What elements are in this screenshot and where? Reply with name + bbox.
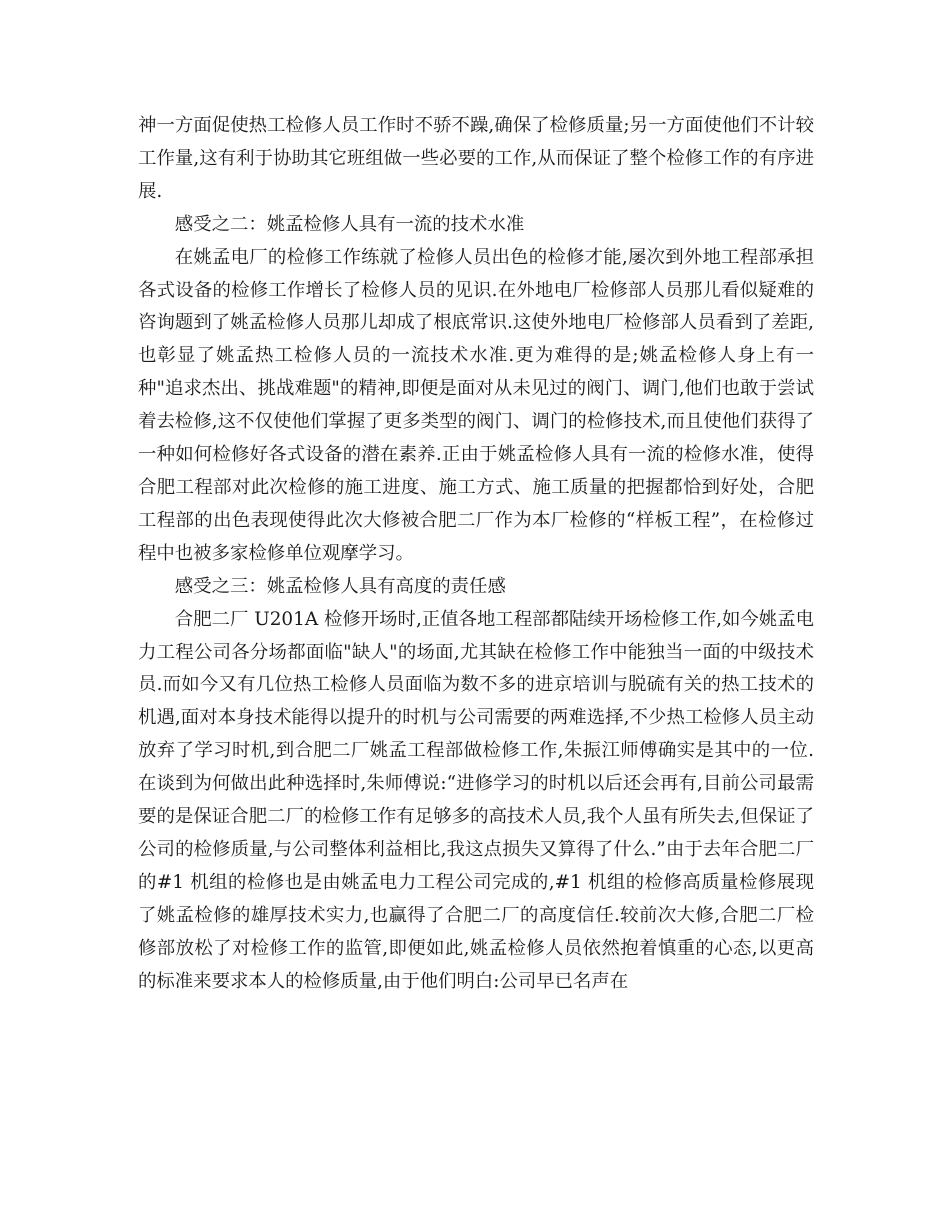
- paragraph-continuation: 神一方面促使热工检修人员工作时不骄不躁,确保了检修质量;另一方面使他们不计较工作量,这有利于协助其它班组做一些必要的工作,从而保证了整个检修工作的有序进展.: [138, 115, 814, 202]
- paragraph-technical-standard: 在姚孟电厂的检修工作练就了检修人员出色的检修才能,屡次到外地工程部承担各式设备的检修工作增长了检修人员的见识.在外地电厂检修部人员那儿看似疑难的咨询题到了姚孟检修人员那儿却成了根底常识.这使外地电厂检修部人员看到了差距,也彰显了姚孟热工检修人员的一流技术水准.更为难得的是;姚孟检修人身上有一种"追求杰出、挑战难题"的精神,即便是面对从未见过的阀门、调门,他们也敢于尝试着去检修,这不仅使他们掌握了更多类型的阀门、调门的检修技术,而且使他们获得了一种如何检修好各式设备的潜在素养.正由于姚孟检修人具有一流的检修水准，使得合肥工程部对此次检修的施工进度、施工方式、施工质量的把握都恰到好处，合肥工程部的出色表现使得此次大修被合肥二厂作为本厂检修的“样板工程”，在检修过程中也被多家检修单位观摩学习。: [138, 246, 814, 564]
- paragraph-responsibility: 合肥二厂 U201A 检修开场时,正值各地工程部都陆续开场检修工作,如今姚孟电力工程公司各分场都面临"缺人"的场面,尤其缺在检修工作中能独当一面的中级技术员.而如今又有几位热工检修人员面临为数不多的进京培训与脱硫有关的热工技术的机遇,面对本身技术能得以提升的时机与公司需要的两难选择,不少热工检修人员主动放弃了学习时机,到合肥二厂姚孟工程部做检修工作,朱振江师傅确实是其中的一位.在谈到为何做出此种选择时,朱师傅说:“进修学习的时机以后还会再有,目前公司最需要的是保证合肥二厂的检修工作有足够多的高技术人员,我个人虽有所失去,但保证了公司的检修质量,与公司整体利益相比,我这点损失又算得了什么.”由于去年合肥二厂的#1 机组的检修也是由姚孟电力工程公司完成的,#1 机组的检修高质量检修展现了姚孟检修的雄厚技术实力,也赢得了合肥二厂的高度信任.较前次大修,合肥二厂检修部放松了对检修工作的监管,即便如此,姚孟检修人员依然抱着慎重的心态,以更高的标准来要求本人的检修质量,由于他们明白:公司早已名声在: [138, 608, 814, 992]
- document-body: [138, 110, 814, 998]
- section-heading-two: 感受之二：姚孟检修人具有一流的技术水准: [174, 213, 525, 235]
- section-heading-three: 感受之三：姚孟检修人具有高度的责任感: [174, 575, 506, 597]
